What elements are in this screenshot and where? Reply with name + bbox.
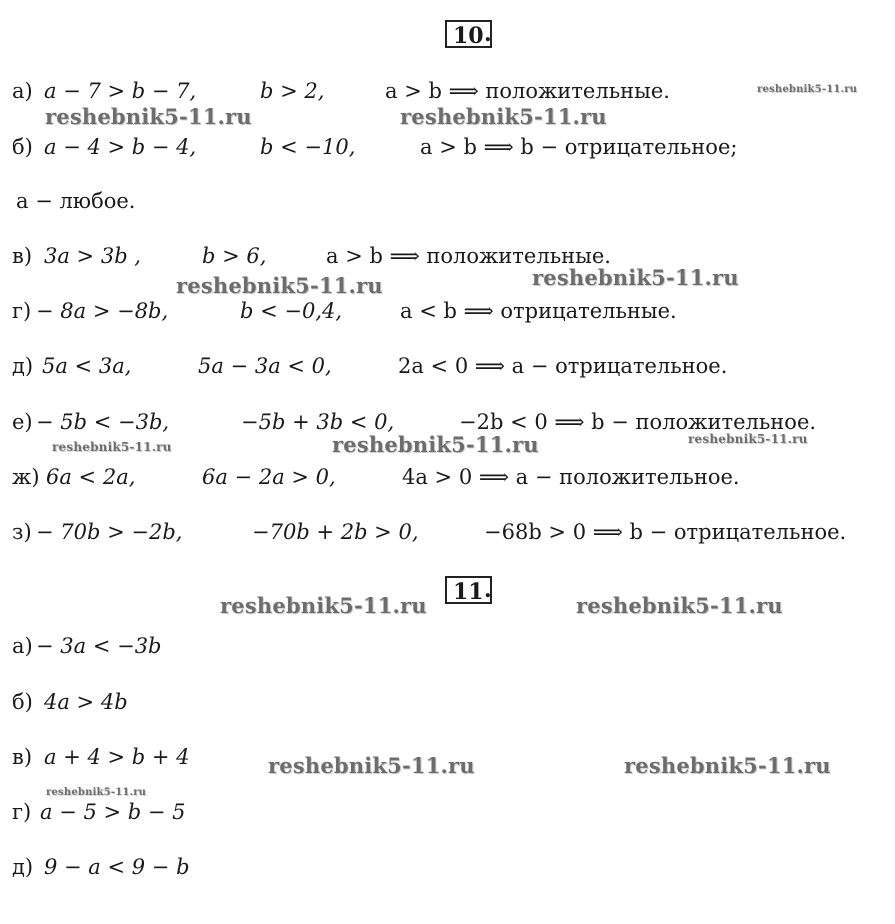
condition-part: −5b + 3b < 0, <box>241 410 395 434</box>
expression-part: 3a > 3b , <box>44 244 141 268</box>
item-label: г) <box>12 299 32 323</box>
section-11-dot: . <box>484 577 492 603</box>
solution-line-11b <box>12 688 128 716</box>
expression-part: − 3a < −3b <box>36 634 162 658</box>
condition-part: 5a − 3a < 0, <box>198 354 332 378</box>
item-label: д) <box>12 855 34 879</box>
solution-line-11d <box>12 853 190 881</box>
condition-part: −70b + 2b > 0, <box>252 520 419 544</box>
solution-line-10a <box>12 77 670 105</box>
conclusion-part: 2a < 0 ⟹ a − отрицательное. <box>398 354 728 378</box>
expression-part: a − 4 > b − 4, <box>44 135 197 159</box>
watermark: reshebnik5-11.ru <box>688 432 808 446</box>
section-10-dot: . <box>484 21 492 47</box>
item-label: а) <box>12 634 33 658</box>
condition-part: 6a − 2a > 0, <box>202 465 336 489</box>
conclusion-part: a < b ⟹ отрицательные. <box>400 299 677 323</box>
watermark: reshebnik5-11.ru <box>46 787 147 798</box>
watermark: reshebnik5-11.ru <box>400 104 607 129</box>
condition-part: b > 6, <box>202 244 267 268</box>
watermark: reshebnik5-11.ru <box>220 593 427 618</box>
conclusion-part: −2b < 0 ⟹ b − положительное. <box>459 410 817 434</box>
item-label: б) <box>12 690 33 714</box>
expression-part: 6a < 2a, <box>46 465 136 489</box>
expression-part: a − 5 > b − 5 <box>40 800 186 824</box>
solution-line-10b-cont <box>16 187 135 215</box>
solution-line-11a <box>12 632 162 660</box>
expression-part: 5a < 3a, <box>42 354 132 378</box>
expression-part: − 5b < −3b, <box>36 410 170 434</box>
expression-part: a + 4 > b + 4 <box>44 745 190 769</box>
condition-part: b < −0,4, <box>240 299 343 323</box>
expression-part: a − любое. <box>16 189 136 213</box>
solution-line-10g <box>12 297 677 325</box>
section-10-number: 10 <box>445 20 492 48</box>
solution-line-11g <box>12 798 186 826</box>
watermark: reshebnik5-11.ru <box>45 104 252 129</box>
conclusion-part: 4a > 0 ⟹ a − положительное. <box>402 465 740 489</box>
item-label: в) <box>12 745 33 769</box>
solution-line-10b <box>12 133 737 161</box>
conclusion-part: a > b ⟹ b − отрицательное; <box>420 135 738 159</box>
conclusion-part: a > b ⟹ положительные. <box>326 244 611 268</box>
watermark: reshebnik5-11.ru <box>332 432 539 457</box>
solution-line-11v <box>12 743 190 771</box>
item-label: з) <box>12 520 32 544</box>
item-label: г) <box>12 800 32 824</box>
item-label: а) <box>12 79 33 103</box>
section-11-number: 11 <box>445 576 492 604</box>
solution-line-10z <box>12 518 846 546</box>
condition-part: b > 2, <box>260 79 325 103</box>
watermark: reshebnik5-11.ru <box>268 753 475 778</box>
conclusion-part: −68b > 0 ⟹ b − отрицательное. <box>484 520 847 544</box>
solution-line-10d <box>12 352 727 380</box>
expression-part: − 8a > −8b, <box>36 299 169 323</box>
item-label: б) <box>12 135 33 159</box>
condition-part: b < −10, <box>260 135 356 159</box>
item-label: в) <box>12 244 33 268</box>
watermark: reshebnik5-11.ru <box>532 265 739 290</box>
solution-line-10v <box>12 242 611 270</box>
expression-part: 9 − a < 9 − b <box>44 855 190 879</box>
expression-part: − 70b > −2b, <box>36 520 183 544</box>
watermark: reshebnik5-11.ru <box>576 593 783 618</box>
item-label: е) <box>12 410 33 434</box>
watermark: reshebnik5-11.ru <box>624 753 831 778</box>
conclusion-part: a > b ⟹ положительные. <box>385 79 670 103</box>
item-label: ж) <box>12 465 40 489</box>
item-label: д) <box>12 354 34 378</box>
expression-part: a − 7 > b − 7, <box>44 79 197 103</box>
watermark: reshebnik5-11.ru <box>176 273 383 298</box>
solution-line-10zh <box>12 463 740 491</box>
watermark: reshebnik5-11.ru <box>757 84 858 95</box>
watermark: reshebnik5-11.ru <box>52 440 172 454</box>
expression-part: 4a > 4b <box>44 690 128 714</box>
